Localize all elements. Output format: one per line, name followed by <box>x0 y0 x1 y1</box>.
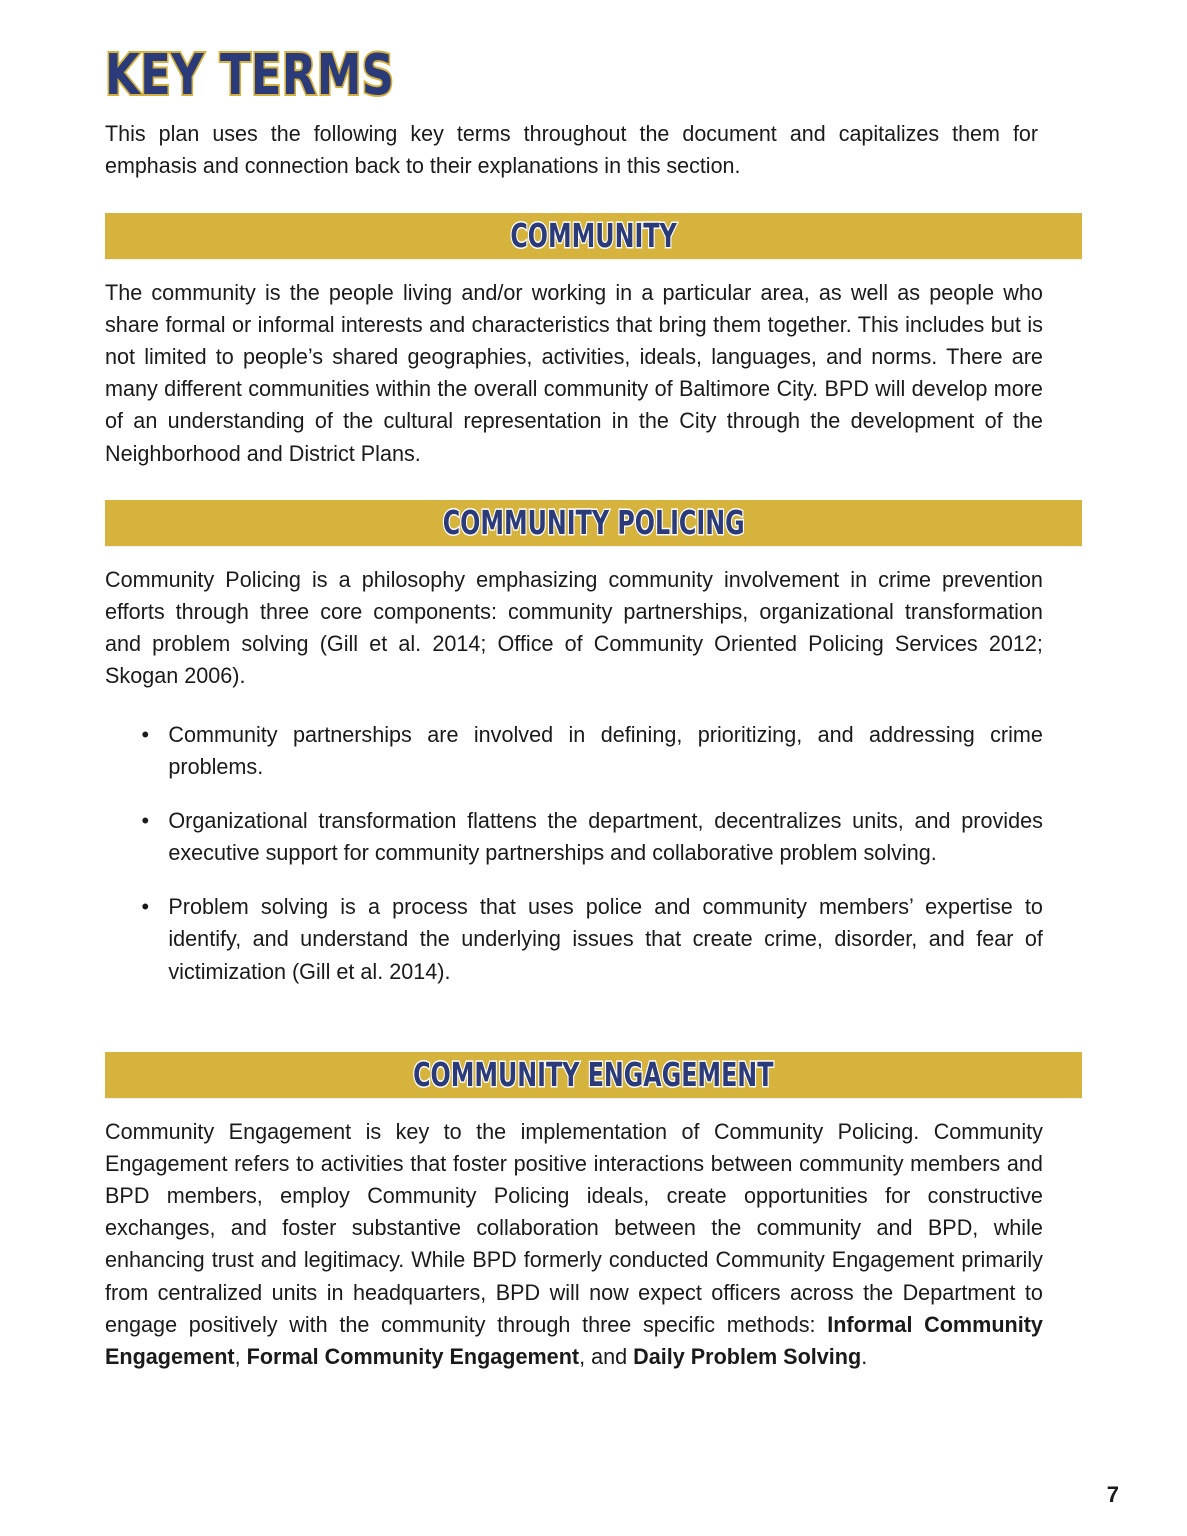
list-item-text: Problem solving is a process that uses police and community members’ expertise to identify, and understand the underlying issues that create crime, disorder, and fear of victimization (Gill et al. 2014). <box>168 894 1043 984</box>
list-item <box>105 719 1043 783</box>
bullet-marker-icon: • <box>141 807 150 833</box>
list-item-text: Organizational transformation flattens the department, decentralizes units, and provides executive support for community partnerships and collaborative problem solving. <box>168 807 1043 866</box>
section-header-community-policing <box>105 500 1082 546</box>
engagement-joiner-2: , and <box>579 1343 634 1369</box>
intro-paragraph: This plan uses the following key terms throughout the document and capitalizes them for emphasis and connection back to their explanations in this section. <box>105 121 1039 179</box>
list-item <box>105 805 1043 869</box>
page-number: 7 <box>1106 1482 1119 1507</box>
section-community-engagement-body <box>105 1116 1043 1373</box>
community-policing-bullet-list <box>105 719 1082 988</box>
engagement-joiner-1: , <box>234 1343 247 1369</box>
section-header-community-label: COMMUNITY <box>510 216 677 256</box>
section-header-community-engagement <box>105 1052 1082 1098</box>
bullet-marker-icon: • <box>141 721 150 747</box>
list-item-text: Community partnerships are involved in defining, prioritizing, and addressing crime problems. <box>168 721 1043 779</box>
term-informal-community-engagement: Informal Community Engagement <box>105 1311 1043 1369</box>
list-item <box>105 891 1043 988</box>
term-daily-problem-solving: Daily Problem Solving <box>633 1343 862 1369</box>
bullet-marker-icon: • <box>141 894 150 920</box>
section-spacer <box>105 988 1082 1022</box>
section-community-policing-body: Community Policing is a philosophy emphasizing community involvement in crime prevention efforts through three core components: community partnerships, organizational transformation and problem solving (Gill et al. 2014; Office of Community Oriented Policing Services 2012; Skogan 2006). <box>105 566 1043 689</box>
section-header-community-engagement-label: COMMUNITY ENGAGEMENT <box>413 1055 774 1095</box>
section-community-body: The community is the people living and/or working in a particular area, as well as people who share formal or informal interests and characteristics that bring them together. This includes but is not limited to people’s shared geographies, activities, ideals, languages, and norms. There are many different communities within the overall community of Baltimore City. BPD will develop more of an understanding of the cultural representation in the City through the development of the Neighborhood and District Plans. <box>105 279 1043 466</box>
section-header-community <box>105 213 1082 259</box>
engagement-body-text: Community Engagement is key to the implementation of Community Policing. Community Engagement refers to activities that foster positive interactions between community members and BPD members, employ Community Policing ideals, create opportunities for constructive exchanges, and foster substantive collaboration between the community and BPD, while enhancing trust and legitimacy. While BPD formerly conducted Community Engagement primarily from centralized units in headquarters, BPD will now expect officers across the Department to engage positively with the community through three specific methods: <box>105 1118 1043 1337</box>
term-formal-community-engagement: Formal Community Engagement <box>246 1343 580 1369</box>
engagement-body-end: . <box>861 1343 868 1369</box>
section-header-community-policing-label: COMMUNITY POLICING <box>442 503 745 543</box>
page-title: KEY TERMS <box>105 43 395 108</box>
